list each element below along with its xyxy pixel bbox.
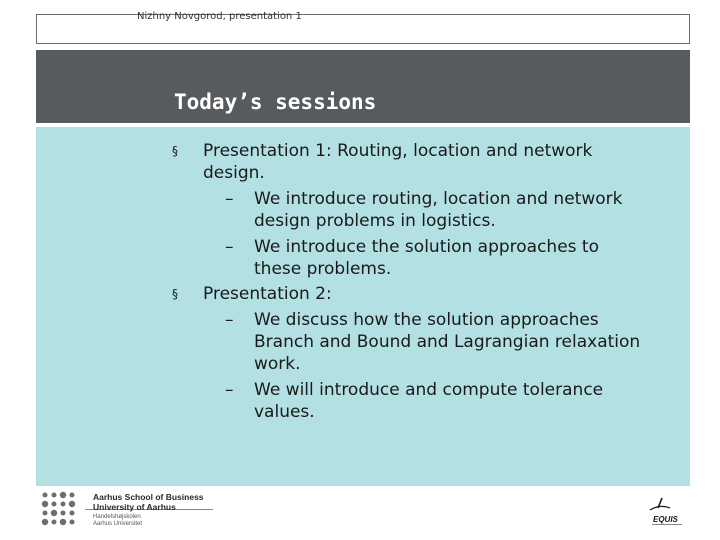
logo-sub-line-1: Handelshøjskolen	[93, 514, 141, 520]
slide-title: Today’s sessions	[174, 90, 377, 114]
sub-1-1-line-2: design problems in logistics.	[254, 211, 496, 231]
content-band	[36, 127, 690, 486]
logo-sub-line-2: Aarhus Universitet	[93, 521, 143, 527]
title-band	[36, 50, 690, 123]
sub-2-1-line-2: Branch and Bound and Lagrangian relaxation	[254, 332, 641, 352]
bullet-marker: §	[172, 144, 178, 158]
sub-1-1-line-1: We introduce routing, location and network	[254, 189, 623, 209]
logo-line-1: Aarhus School of Business	[93, 492, 204, 502]
dash-marker: –	[225, 310, 234, 330]
sub-2-2-line-2: values.	[254, 402, 315, 422]
dash-marker: –	[225, 189, 234, 209]
sub-2-1-line-1: We discuss how the solution approaches	[254, 310, 599, 330]
bullet-1-line-2: design.	[203, 163, 265, 183]
dash-marker: –	[225, 380, 234, 400]
bullet-marker: §	[172, 287, 178, 301]
equis-label: EQUIS	[653, 515, 678, 524]
header-box	[36, 14, 690, 44]
logo-subname	[93, 514, 142, 528]
logo-name	[93, 492, 204, 512]
sub-1-2-line-2: these problems.	[254, 259, 392, 279]
sub-2-2-line-1: We will introduce and compute tolerance	[254, 380, 604, 400]
sub-1-2-line-1: We introduce the solution approaches to	[254, 237, 599, 257]
sub-2-1-line-3: work.	[254, 354, 301, 374]
header-text: Nizhny Novgorod, presentation 1	[137, 11, 302, 22]
dash-marker: –	[225, 237, 234, 257]
bullet-2-line-1: Presentation 2:	[203, 284, 332, 304]
logo-line-2: University of Aarhus	[93, 502, 176, 512]
bullet-1-line-1: Presentation 1: Routing, location and network	[203, 141, 593, 161]
